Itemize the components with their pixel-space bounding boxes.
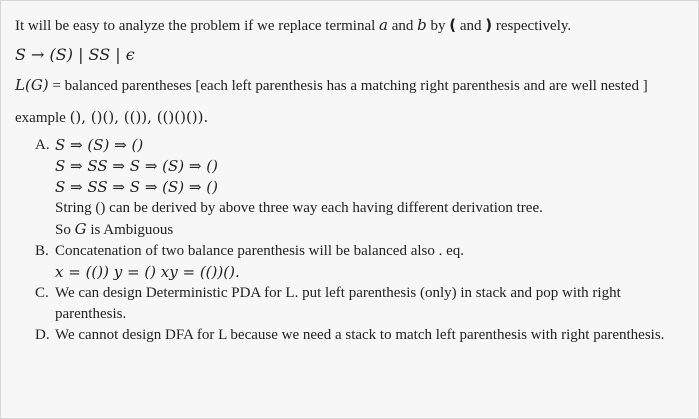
terminal-a: a bbox=[379, 16, 388, 34]
language-eq: = bbox=[48, 78, 65, 94]
right-paren-symbol: ) bbox=[485, 16, 493, 34]
grammar-symbol: G bbox=[74, 220, 87, 238]
intro-paragraph bbox=[15, 15, 684, 37]
language-definition bbox=[15, 75, 684, 97]
options-list bbox=[15, 135, 684, 346]
option-a bbox=[35, 135, 684, 241]
terminal-b: b bbox=[417, 16, 427, 34]
option-b bbox=[35, 241, 684, 283]
option-b-text: Concatenation of two balance parenthesis will be balanced also . eq. bbox=[55, 243, 465, 259]
intro-by: by bbox=[426, 18, 450, 34]
option-d bbox=[35, 325, 684, 346]
conclusion-post: is Ambiguous bbox=[86, 222, 174, 238]
option-c bbox=[35, 283, 684, 325]
language-symbol: L(G) bbox=[15, 76, 49, 94]
option-c-text: We can design Deterministic PDA for L. put left parenthesis (only) in stack and pop with right parenthesis. bbox=[55, 285, 621, 322]
example-values: (), ()(), (()), (()()()). bbox=[69, 108, 209, 126]
grammar-rule: S → (S) | SS | ϵ bbox=[15, 45, 135, 64]
option-b-example: x = (()) y = () xy = (())(). bbox=[55, 263, 240, 281]
intro-end: respectively. bbox=[492, 18, 572, 34]
intro-text: It will be easy to analyze the problem if we replace terminal bbox=[15, 18, 380, 34]
option-a-marker: A. bbox=[35, 137, 50, 153]
conclusion-pre: So bbox=[55, 222, 75, 238]
intro-and: and bbox=[387, 18, 418, 34]
example-label: example bbox=[15, 110, 70, 126]
option-d-marker: D. bbox=[35, 327, 50, 343]
intro-and-2: and bbox=[456, 18, 486, 34]
option-d-text: We cannot design DFA for L because we need a stack to match left parenthesis with right parenthesis. bbox=[55, 327, 665, 343]
derivation-2: S ⇒ SS ⇒ S ⇒ (S) ⇒ () bbox=[55, 157, 218, 175]
left-paren-symbol: ( bbox=[449, 16, 457, 34]
derivation-1: S ⇒ (S) ⇒ () bbox=[55, 136, 144, 154]
example-line bbox=[15, 107, 684, 129]
option-a-conclusion bbox=[55, 219, 684, 241]
option-c-marker: C. bbox=[35, 285, 49, 301]
option-a-explanation: String () can be derived by above three way each having different derivation tree. bbox=[55, 200, 543, 216]
language-text: balanced parentheses [each left parenthesis has a matching right parenthesis and are well nested ] bbox=[64, 78, 648, 94]
derivation-3: S ⇒ SS ⇒ S ⇒ (S) ⇒ () bbox=[55, 178, 218, 196]
option-b-marker: B. bbox=[35, 243, 49, 259]
